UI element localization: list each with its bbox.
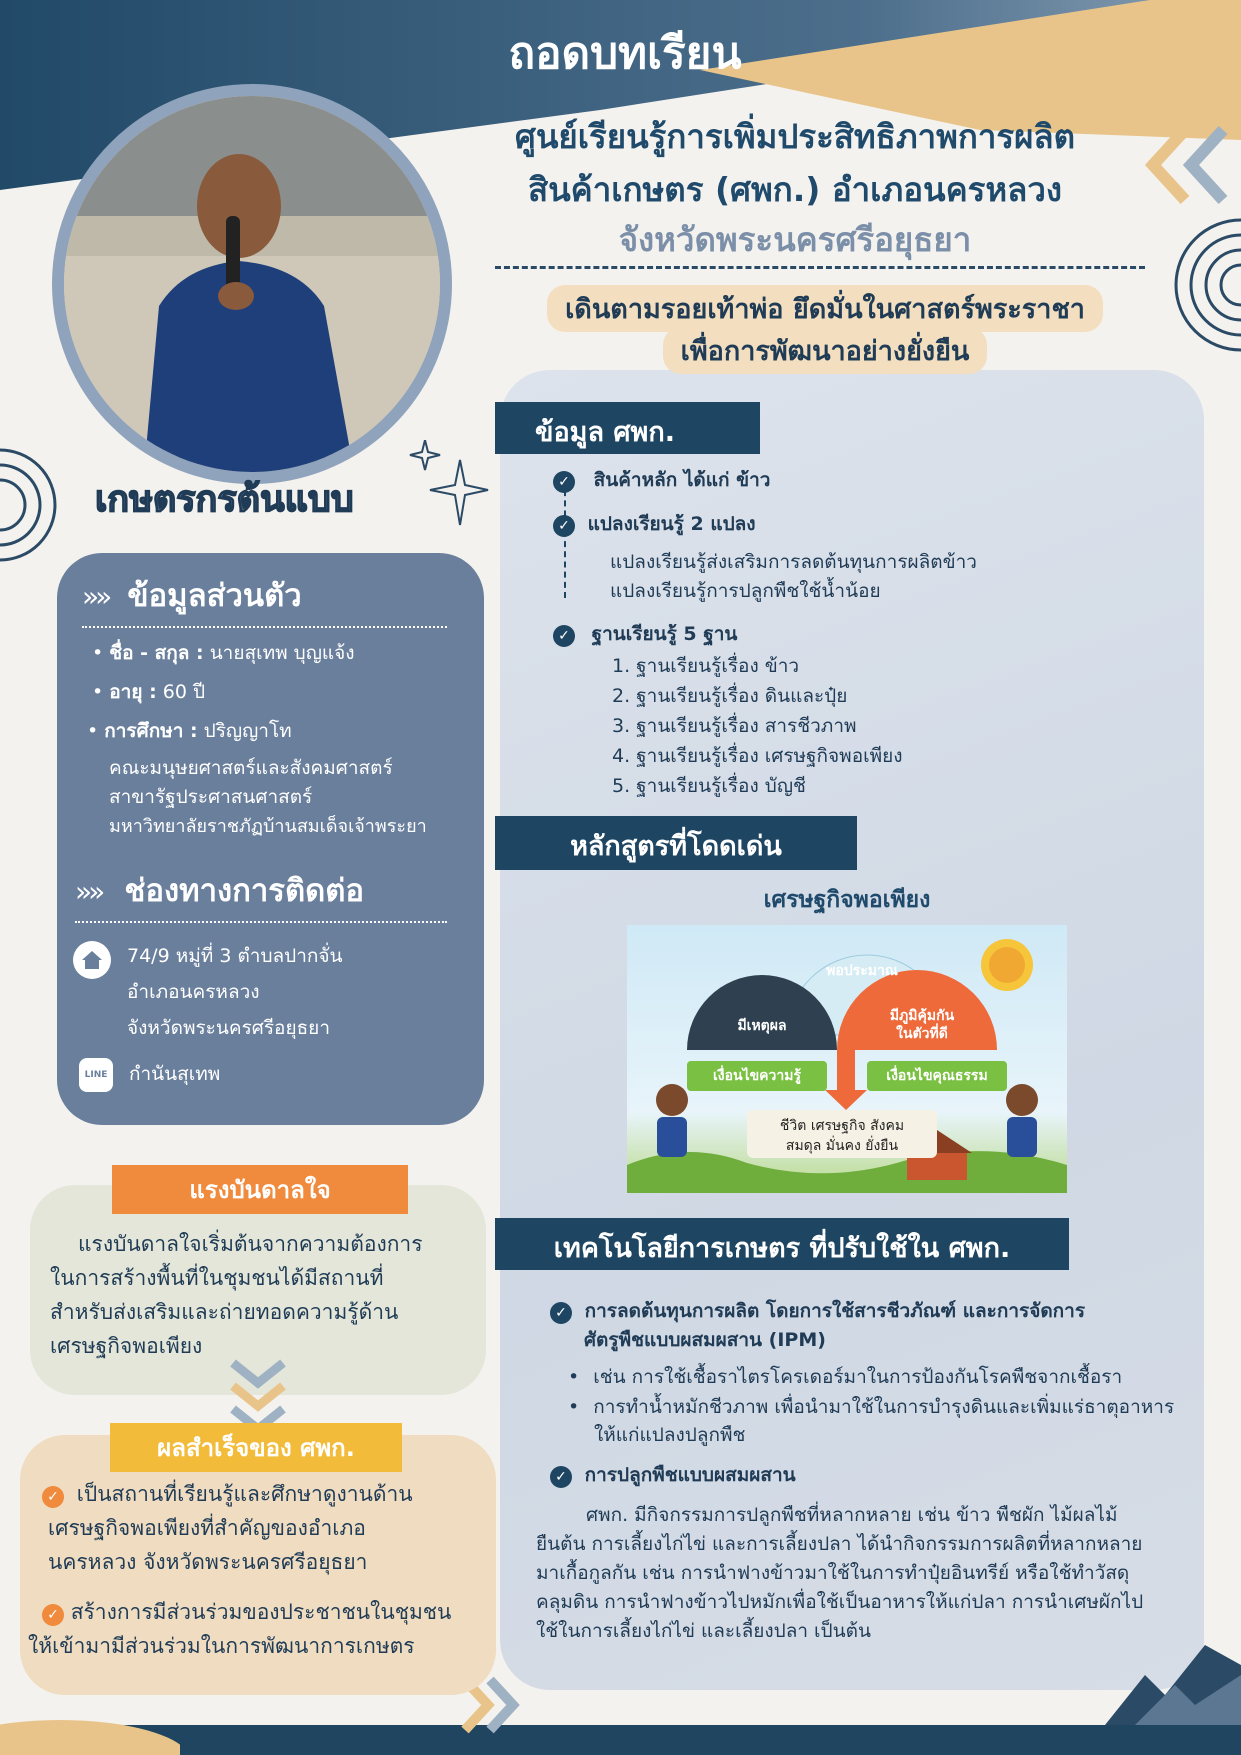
dashed-divider bbox=[495, 266, 1145, 269]
education-detail3: มหาวิทยาลัยราชภัฏบ้านสมเด็จเจ้าพระยา bbox=[109, 816, 427, 837]
success-item1-line1 bbox=[42, 1477, 413, 1511]
success-item2-line1 bbox=[42, 1595, 451, 1629]
tech-item1-row bbox=[550, 1296, 1085, 1326]
arc-decoration-left-icon bbox=[0, 445, 90, 565]
tech-sub1-text: เช่น การใช้เชื้อราไตรโครเดอร์มาในการป้องกันโรคพืชจากเชื้อรา bbox=[593, 1366, 1123, 1388]
slogan-line1: เดินตามรอยเท้าพ่อ ยึดมั่นในศาสตร์พระราชา bbox=[547, 285, 1103, 332]
orange-check-icon: ✓ bbox=[42, 1604, 64, 1626]
education-detail1: คณะมนุษยศาสตร์และสังคมศาสตร์ bbox=[109, 757, 393, 779]
inspiration-text1: แรงบันดาลใจเริ่มต้นจากความต้องการ bbox=[78, 1232, 423, 1256]
personal-info-card bbox=[57, 553, 484, 1125]
sand-decoration-icon bbox=[0, 1700, 180, 1755]
home-icon bbox=[73, 941, 111, 979]
infographic-moderation: พอประมาณ bbox=[826, 963, 898, 979]
tech-sub2: • การทำน้ำหมักชีวภาพ เพื่อนำมาใช้ในการบำรุงดินและเพิ่มแร่ธาตุอาหาร bbox=[568, 1396, 1175, 1418]
name-row: • ชื่อ - สกุล : นายสุเทพ บุญแจ้ง bbox=[92, 642, 355, 664]
tech-para-line1: ศพก. มีกิจกรรมการปลูกพืชที่หลากหลาย เช่น ข้าว พืชผัก ไม้ผลไม้ bbox=[586, 1504, 1118, 1526]
contact-heading: ช่องทางการติดต่อ bbox=[124, 873, 364, 909]
tech-sub1: • เช่น การใช้เชื้อราไตรโครเดอร์มาในการป้องกันโรคพืชจากเชื้อรา bbox=[568, 1366, 1123, 1388]
main-product: สินค้าหลัก ได้แก่ ข้าว bbox=[593, 469, 771, 491]
page-title: ถอดบทเรียน bbox=[508, 28, 742, 79]
line-app-icon: LINE bbox=[79, 1058, 113, 1092]
mountain-decoration-icon bbox=[1105, 1645, 1241, 1725]
plots-row bbox=[553, 509, 756, 539]
name-value: นายสุเทพ บุญแจ้ง bbox=[209, 642, 355, 664]
personal-heading: ข้อมูลส่วนตัว bbox=[127, 578, 302, 614]
sparkle-icon bbox=[400, 440, 490, 530]
success-item2-text1: สร้างการมีส่วนร่วมของประชาชนในชุมชน bbox=[70, 1600, 452, 1624]
center-title-line3: จังหวัดพระนครศรีอยุธยา bbox=[618, 220, 972, 259]
age-value: 60 ปี bbox=[162, 681, 206, 703]
personal-heading-row bbox=[82, 570, 447, 628]
check-icon: ✓ bbox=[550, 1302, 572, 1324]
tech-sub2-line2: ให้แก่แปลงปลูกพืช bbox=[594, 1424, 746, 1446]
tech-para-line4: คลุมดิน การนำฟางข้าวไปหมักเพื่อใช้เป็นอาหารให้แก่ปลา การนำเศษผักไป bbox=[536, 1591, 1144, 1613]
infographic-result1: ชีวิต เศรษฐกิจ สังคม bbox=[779, 1118, 905, 1134]
success-item1-line3: นครหลวง จังหวัดพระนครศรีอยุธยา bbox=[48, 1550, 368, 1574]
line-id: กำนันสุเทพ bbox=[129, 1063, 221, 1085]
inspiration-text4: เศรษฐกิจพอเพียง bbox=[50, 1334, 203, 1358]
course-name: เศรษฐกิจพอเพียง bbox=[763, 887, 931, 913]
farmer-portrait-icon bbox=[64, 96, 440, 472]
base3: 3. ฐานเรียนรู้เรื่อง สารชีวภาพ bbox=[612, 715, 857, 737]
education-row: • การศึกษา : ปริญญาโท bbox=[87, 720, 292, 742]
tech-para-line5: ใช้ในการเลี้ยงไก่ไข่ และเลี้ยงปลา เป็นต้น bbox=[536, 1620, 871, 1642]
address-line3: จังหวัดพระนครศรีอยุธยา bbox=[127, 1017, 330, 1039]
age-row: • อายุ : 60 ปี bbox=[92, 681, 206, 703]
tech-item2: การปลูกพืชแบบผสมผสาน bbox=[584, 1464, 796, 1486]
base4: 4. ฐานเรียนรู้เรื่อง เศรษฐกิจพอเพียง bbox=[612, 745, 903, 767]
infographic-reasonableness: มีเหตุผล bbox=[737, 1018, 787, 1034]
sufficiency-economy-infographic bbox=[627, 925, 1067, 1193]
education-detail2: สาขารัฐประศาสนศาสตร์ bbox=[109, 786, 313, 808]
slogan-2 bbox=[505, 327, 1145, 374]
base1: 1. ฐานเรียนรู้เรื่อง ข้าว bbox=[612, 655, 800, 677]
tech-para-line2: ยืนต้น การเลี้ยงไก่ไข่ และการเลี้ยงปลา ได้นำกิจกรรมการผลิตที่หลากหลาย bbox=[536, 1533, 1143, 1555]
plots-heading: แปลงเรียนรู้ 2 แปลง bbox=[587, 513, 756, 535]
timeline-line bbox=[564, 480, 566, 598]
slogan-line2: เพื่อการพัฒนาอย่างยั่งยืน bbox=[663, 327, 988, 374]
tech-para-line3: มาเกื้อกูลกัน เช่น การนำฟางข้าวมาใช้ในการทำปุ๋ยอินทรีย์ หรือใช้ทำวัสดุ bbox=[536, 1562, 1130, 1584]
tech-item1-line1: การลดต้นทุนการผลิต โดยการใช้สารชีวภัณฑ์ และการจัดการ bbox=[584, 1300, 1086, 1322]
tech-heading: เทคโนโลยีการเกษตร ที่ปรับใช้ใน ศพก. bbox=[495, 1218, 1069, 1270]
tech-item1-line2: ศัตรูพืชแบบผสมผสาน (IPM) bbox=[584, 1329, 826, 1351]
success-item1-text1: เป็นสถานที่เรียนรู้และศึกษาดูงานด้าน bbox=[76, 1482, 413, 1506]
check-icon: ✓ bbox=[553, 625, 575, 647]
name-label: ชื่อ - สกุล : bbox=[109, 642, 204, 664]
inspiration-text3: สำหรับส่งเสริมและถ่ายทอดความรู้ด้าน bbox=[50, 1300, 399, 1324]
tech-sub2-text1: การทำน้ำหมักชีวภาพ เพื่อนำมาใช้ในการบำรุงดินและเพิ่มแร่ธาตุอาหาร bbox=[593, 1396, 1175, 1418]
infographic-result2: สมดุล มั่นคง ยั่งยืน bbox=[785, 1138, 899, 1154]
infographic-result-box bbox=[747, 1110, 937, 1158]
inspiration-heading: แรงบันดาลใจ bbox=[112, 1165, 408, 1214]
footer-bar bbox=[0, 1725, 1241, 1755]
main-product-row bbox=[553, 465, 770, 495]
bases-row bbox=[553, 619, 737, 649]
infographic-immunity1: มีภูมิคุ้มกัน bbox=[889, 1008, 955, 1024]
check-icon: ✓ bbox=[553, 471, 575, 493]
double-chevron-icon: »» bbox=[82, 580, 109, 613]
bases-heading: ฐานเรียนรู้ 5 ฐาน bbox=[591, 623, 738, 645]
age-label: อายุ : bbox=[109, 681, 157, 703]
center-title-line1: ศูนย์เรียนรู้การเพิ่มประสิทธิภาพการผลิต bbox=[514, 117, 1076, 156]
success-card bbox=[20, 1435, 496, 1695]
double-chevron-left-icon bbox=[1145, 125, 1235, 205]
infographic-morality: เงื่อนไขคุณธรรม bbox=[867, 1061, 1007, 1091]
inspiration-text2: ในการสร้างพื้นที่ในชุมชนได้มีสถานที่ bbox=[50, 1266, 384, 1290]
center-info-heading: ข้อมูล ศพก. bbox=[495, 402, 760, 454]
orange-check-icon: ✓ bbox=[42, 1486, 64, 1508]
course-heading: หลักสูตรที่โดดเด่น bbox=[495, 816, 857, 870]
farmer-title: เกษตรกรต้นแบบ bbox=[95, 479, 354, 520]
contact-heading-row bbox=[75, 865, 447, 923]
double-chevron-icon: »» bbox=[75, 875, 102, 908]
check-icon: ✓ bbox=[550, 1466, 572, 1488]
center-title-line2: สินค้าเกษตร (ศพก.) อำเภอนครหลวง bbox=[527, 170, 1062, 209]
farmer-photo bbox=[52, 84, 452, 484]
slogan bbox=[505, 285, 1145, 332]
tech-item2-row bbox=[550, 1460, 796, 1490]
check-icon: ✓ bbox=[553, 515, 575, 537]
plot2: แปลงเรียนรู้การปลูกพืชใช้น้ำน้อย bbox=[610, 580, 881, 602]
plot1: แปลงเรียนรู้ส่งเสริมการลดต้นทุนการผลิตข้าว bbox=[610, 551, 977, 573]
education-label: การศึกษา : bbox=[104, 720, 198, 742]
success-heading: ผลสำเร็จของ ศพก. bbox=[110, 1423, 402, 1472]
infographic-knowledge: เงื่อนไขความรู้ bbox=[687, 1061, 827, 1091]
success-item2-line2: ให้เข้ามามีส่วนร่วมในการพัฒนาการเกษตร bbox=[28, 1634, 415, 1658]
address-line1: 74/9 หมู่ที่ 3 ตำบลปากจั่น bbox=[127, 945, 343, 967]
base2: 2. ฐานเรียนรู้เรื่อง ดินและปุ๋ย bbox=[612, 685, 848, 707]
infographic-immunity2: ในตัวที่ดี bbox=[896, 1026, 948, 1042]
education-value: ปริญญาโท bbox=[203, 720, 292, 742]
success-item1-line2: เศรษฐกิจพอเพียงที่สำคัญของอำเภอ bbox=[48, 1516, 366, 1540]
base5: 5. ฐานเรียนรู้เรื่อง บัญชี bbox=[612, 775, 806, 797]
address-line2: อำเภอนครหลวง bbox=[127, 981, 260, 1003]
